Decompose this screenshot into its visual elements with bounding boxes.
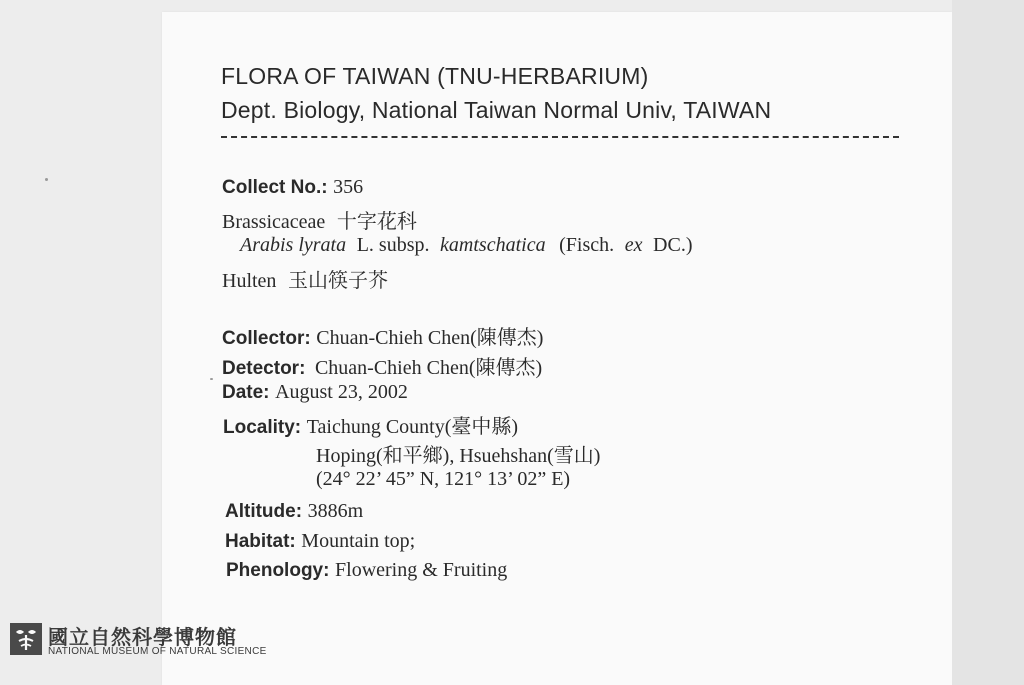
family-latin: Brassicaceae: [222, 211, 326, 233]
museum-name-english: NATIONAL MUSEUM OF NATURAL SCIENCE: [48, 646, 267, 657]
locality-row-3: [316, 468, 570, 491]
phenology-label: Phenology:: [226, 560, 330, 581]
herbarium-department: Dept. Biology, National Taiwan Normal Univ, TAIWAN: [221, 97, 772, 123]
subspecies-author-dc: DC.): [653, 234, 693, 256]
locality-row: [223, 410, 518, 439]
habitat-value: Mountain top;: [301, 530, 416, 552]
phenology-value: Flowering & Fruiting: [335, 559, 508, 581]
habitat-label: Habitat:: [225, 531, 296, 552]
date-value: August 23, 2002: [275, 381, 408, 403]
family-chinese: 十字花科: [336, 211, 417, 233]
detector-value: Chuan-Chieh Chen(陳傳杰): [314, 357, 543, 379]
subspecies-epithet: kamtschatica: [440, 234, 546, 256]
date-row: [222, 381, 408, 404]
species-row: [240, 234, 692, 257]
species-row-2: [222, 264, 388, 293]
page-edge: [952, 0, 1024, 685]
collect-number-row: [222, 176, 363, 199]
altitude-value: 3886m: [307, 500, 364, 522]
herbarium-title: FLORA OF TAIWAN (TNU-HERBARIUM): [221, 63, 649, 89]
collect-number-value: 356: [333, 176, 364, 198]
species-binomial: Arabis lyrata: [240, 234, 347, 256]
ex-connector: ex: [624, 234, 643, 256]
dashed-divider: [221, 136, 899, 138]
collector-row: [222, 321, 543, 350]
collector-value: Chuan-Chieh Chen(陳傳杰): [316, 327, 544, 349]
locality-line-1: Taichung County(臺中縣): [306, 416, 519, 438]
species-author: L. subsp.: [356, 234, 430, 256]
detector-label: Detector:: [222, 358, 306, 379]
altitude-label: Altitude:: [225, 501, 303, 522]
collector-label: Collector:: [222, 328, 311, 349]
habitat-row: [225, 530, 415, 553]
date-label: Date:: [222, 382, 270, 403]
collect-number-label: Collect No.:: [222, 177, 328, 198]
locality-row-2: [316, 439, 600, 468]
paper-speck: [210, 378, 213, 380]
museum-logo-icon: [10, 623, 42, 655]
subspecies-author: (Fisch.: [559, 234, 615, 256]
museum-name-chinese: 國立自然科學博物館: [48, 625, 237, 649]
family-row: [222, 205, 417, 234]
locality-coordinates: (24° 22’ 45” N, 121° 13’ 02” E): [316, 468, 571, 490]
detector-row: [222, 351, 542, 380]
paper-speck: [45, 178, 48, 181]
locality-label: Locality:: [223, 417, 302, 438]
altitude-row: [225, 500, 363, 523]
species-chinese-name: 玉山筷子芥: [288, 270, 388, 292]
phenology-row: [226, 559, 507, 582]
locality-line-2: Hoping(和平鄉), Hsuehshan(雪山): [316, 445, 601, 467]
species-author-hulten: Hulten: [222, 270, 277, 292]
